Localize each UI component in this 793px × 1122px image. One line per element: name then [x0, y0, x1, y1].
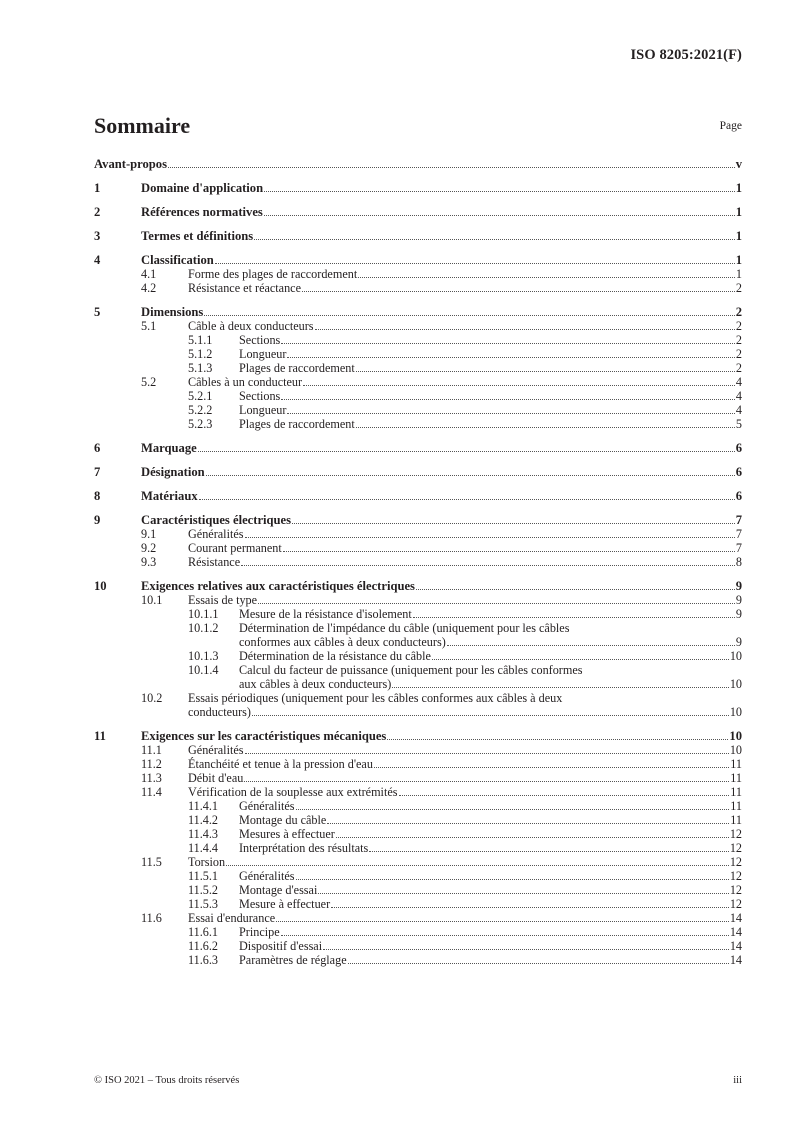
toc-entry-11-1[interactable] — [94, 743, 742, 757]
dot-leader — [276, 921, 729, 922]
toc-entry-9-3[interactable] — [94, 555, 742, 569]
toc-entry-text: Résistance et réactance — [188, 281, 302, 295]
toc-entry-5-2-3[interactable] — [94, 417, 742, 431]
toc-entry-11-4-4[interactable] — [94, 841, 742, 855]
dot-leader — [264, 191, 735, 192]
toc-entry-page: 9 — [735, 593, 742, 607]
toc-entry-11-4[interactable] — [94, 785, 742, 799]
toc-entry-number: 1 — [94, 181, 101, 195]
toc-entry-page: 6 — [735, 465, 742, 479]
toc-entry-text-line1: Essais périodiques (uniquement pour les câbles conformes aux câbles à deux — [188, 691, 563, 705]
toc-entry-text: Plages de raccordement — [239, 361, 355, 375]
toc-entry-text: Exigences sur les caractéristiques mécaniques — [141, 729, 387, 743]
toc-entry-number: 5.1.3 — [188, 361, 213, 375]
toc-entry-number: 7 — [94, 465, 101, 479]
dot-leader — [281, 343, 735, 344]
dot-leader — [258, 603, 735, 604]
toc-entry-page: 7 — [735, 527, 742, 541]
toc-entry-page: 2 — [735, 305, 742, 319]
dot-leader — [241, 565, 735, 566]
dot-leader — [331, 907, 729, 908]
toc-entry-number: 10.2 — [141, 691, 163, 705]
toc-entry-number: 10.1.1 — [188, 607, 219, 621]
toc-entry-10-1-4[interactable] — [94, 663, 742, 691]
toc-entry-text: Débit d'eau — [188, 771, 244, 785]
footer-copyright: © ISO 2021 – Tous droits réservés — [94, 1075, 240, 1086]
toc-entry-11-2[interactable] — [94, 757, 742, 771]
toc-entry-number: 10.1.2 — [188, 621, 219, 635]
toc-entry-number: 11.2 — [141, 757, 162, 771]
dot-leader — [199, 499, 735, 500]
dot-leader — [292, 523, 735, 524]
dot-leader — [416, 589, 735, 590]
dot-leader — [369, 851, 729, 852]
dot-leader — [281, 399, 735, 400]
toc-entry-page: 2 — [735, 333, 742, 347]
toc-entry-page: 14 — [729, 939, 742, 953]
toc-entry-number: 10.1.4 — [188, 663, 219, 677]
toc-entry-8[interactable] — [94, 489, 742, 503]
dot-leader — [283, 551, 735, 552]
toc-entry-5-1[interactable] — [94, 319, 742, 333]
toc-entry-page: 9 — [735, 579, 742, 593]
toc-entry-text: Mesure à effectuer — [239, 897, 331, 911]
toc-entry-9[interactable] — [94, 513, 742, 527]
toc-entry-text: Matériaux — [141, 489, 198, 503]
toc-entry-number: 5.2.3 — [188, 417, 213, 431]
toc-entry-text: Marquage — [141, 441, 197, 455]
toc-entry-text: Généralités — [239, 869, 295, 883]
toc-entry-page: 14 — [729, 953, 742, 967]
toc-entry-number: 11.4.1 — [188, 799, 219, 813]
toc-entry-5-2-1[interactable] — [94, 389, 742, 403]
toc-entry-text: Principe — [239, 925, 280, 939]
toc-entry-page: 12 — [729, 869, 742, 883]
toc-entry-number: 5.2.1 — [188, 389, 213, 403]
toc-entry-11-4-3[interactable] — [94, 827, 742, 841]
toc-entry-number: 9.3 — [141, 555, 157, 569]
toc-entry-7[interactable] — [94, 465, 742, 479]
toc-entry-text: Montage du câble — [239, 813, 327, 827]
dot-leader — [356, 371, 735, 372]
toc-entry-page: 10 — [729, 729, 742, 743]
toc-entry-5[interactable] — [94, 305, 742, 319]
toc-entry-number: 11.6.2 — [188, 939, 219, 953]
dot-leader — [254, 239, 735, 240]
dot-leader — [387, 739, 728, 740]
toc-entry-text: Détermination de la résistance du câble — [239, 649, 431, 663]
toc-entry-page: 12 — [729, 883, 742, 897]
toc-entry-10-2[interactable] — [94, 691, 742, 719]
toc-entry-11-5-2[interactable] — [94, 883, 742, 897]
toc-entry-page: 1 — [735, 229, 742, 243]
toc-entry-avant-propos[interactable] — [94, 157, 742, 171]
toc-entry-page: 7 — [735, 541, 742, 555]
toc-entry-text-line2: conformes aux câbles à deux conducteurs) — [239, 635, 446, 649]
toc-entry-text: Résistance — [188, 555, 241, 569]
dot-leader — [392, 687, 729, 688]
toc-entry-number: 5.1.1 — [188, 333, 213, 347]
dot-leader — [399, 795, 730, 796]
toc-entry-page: 2 — [735, 281, 742, 295]
toc-entry-text: Montage d'essai — [239, 883, 318, 897]
toc-entry-text: Désignation — [141, 465, 205, 479]
dot-leader — [252, 715, 729, 716]
toc-entry-page: 10 — [729, 705, 742, 719]
dot-leader — [245, 537, 735, 538]
toc-entry-page: 9 — [735, 607, 742, 621]
dot-leader — [198, 451, 735, 452]
toc-entry-number: 11.6 — [141, 911, 162, 925]
toc-entry-text: Essais de type — [188, 593, 258, 607]
toc-entry-page: 12 — [729, 841, 742, 855]
dot-leader — [168, 167, 735, 168]
toc-entry-text-line1: Détermination de l'impédance du câble (uniquement pour les câbles — [239, 621, 570, 635]
toc-entry-number: 4.1 — [141, 267, 157, 281]
toc-entry-text-line2: conducteurs) — [188, 705, 251, 719]
toc-entry-10-1-3[interactable] — [94, 649, 742, 663]
toc-entry-page: 7 — [735, 513, 742, 527]
dot-leader — [287, 413, 735, 414]
toc-entry-page: 1 — [735, 205, 742, 219]
dot-leader — [374, 767, 729, 768]
page-column-label: Page — [719, 120, 742, 132]
toc-entry-page: 10 — [729, 677, 742, 691]
toc-entry-page: 11 — [730, 799, 742, 813]
toc-entry-number: 6 — [94, 441, 101, 455]
toc-entry-page: 9 — [735, 635, 742, 649]
toc-entry-text: Longueur — [239, 403, 287, 417]
toc-entry-10-1[interactable] — [94, 593, 742, 607]
toc-entry-text: Mesures à effectuer — [239, 827, 335, 841]
toc-entry-11-5[interactable] — [94, 855, 742, 869]
toc-entry-text: Plages de raccordement — [239, 417, 355, 431]
toc-entry-page: v — [735, 157, 742, 171]
document-reference: ISO 8205:2021(F) — [630, 47, 742, 63]
toc-entry-number: 11.4 — [141, 785, 162, 799]
toc-entry-text: Sections — [239, 333, 281, 347]
dot-leader — [215, 263, 735, 264]
dot-leader — [323, 949, 729, 950]
toc-entry-page: 12 — [729, 855, 742, 869]
toc-entry-text-line2: aux câbles à deux conducteurs) — [239, 677, 392, 691]
toc-entry-number: 8 — [94, 489, 101, 503]
toc-entry-number: 5 — [94, 305, 101, 319]
toc-entry-number: 11.4.4 — [188, 841, 219, 855]
toc-entry-page: 1 — [735, 181, 742, 195]
toc-entry-6[interactable] — [94, 441, 742, 455]
dot-leader — [318, 893, 728, 894]
toc-entry-10-1-2[interactable] — [94, 621, 742, 649]
toc-entry-page: 14 — [729, 925, 742, 939]
toc-entry-number: 11.6.1 — [188, 925, 219, 939]
toc-entry-page: 14 — [729, 911, 742, 925]
toc-entry-number: 9 — [94, 513, 101, 527]
toc-entry-text: Domaine d'application — [141, 181, 264, 195]
page-title: Sommaire — [94, 113, 191, 138]
toc-entry-number: 11.5 — [141, 855, 162, 869]
toc-entry-number: 10.1.3 — [188, 649, 219, 663]
toc-entry-text: Exigences relatives aux caractéristiques électriques — [141, 579, 415, 593]
toc-entry-4[interactable] — [94, 253, 742, 267]
dot-leader — [447, 645, 735, 646]
toc-entry-text: Câbles à un conducteur — [188, 375, 303, 389]
toc-entry-number: 5.1 — [141, 319, 157, 333]
toc-entry-number: 9.2 — [141, 541, 157, 555]
toc-entry-page: 2 — [735, 319, 742, 333]
toc-entry-text-line1: Calcul du facteur de puissance (uniquement pour les câbles conformes — [239, 663, 583, 677]
toc-entry-2[interactable] — [94, 205, 742, 219]
toc-entry-number: 5.2.2 — [188, 403, 213, 417]
dot-leader — [327, 823, 729, 824]
toc-entry-number: 11.5.3 — [188, 897, 219, 911]
toc-entry-5-2[interactable] — [94, 375, 742, 389]
dot-leader — [432, 659, 729, 660]
toc-entry-page: 11 — [730, 785, 742, 799]
toc-entry-11-4-2[interactable] — [94, 813, 742, 827]
dot-leader — [296, 809, 730, 810]
footer-page-number: iii — [733, 1075, 742, 1086]
toc-entry-10-1-1[interactable] — [94, 607, 742, 621]
toc-entry-5-1-2[interactable] — [94, 347, 742, 361]
toc-entry-text: Classification — [141, 253, 214, 267]
toc-entry-text: Paramètres de réglage — [239, 953, 347, 967]
dot-leader — [356, 427, 735, 428]
toc-entry-5-1-3[interactable] — [94, 361, 742, 375]
toc-entry-11-5-1[interactable] — [94, 869, 742, 883]
toc-entry-11-3[interactable] — [94, 771, 742, 785]
toc-entry-text: Câble à deux conducteurs — [188, 319, 314, 333]
toc-entry-page: 2 — [735, 347, 742, 361]
toc-entry-page: 11 — [730, 813, 742, 827]
toc-entry-11-4-1[interactable] — [94, 799, 742, 813]
toc-entry-5-1-1[interactable] — [94, 333, 742, 347]
dot-leader — [281, 935, 729, 936]
toc-entry-page: 5 — [735, 417, 742, 431]
toc-entry-page: 12 — [729, 827, 742, 841]
table-of-contents — [94, 157, 742, 967]
toc-entry-text: Interprétation des résultats — [239, 841, 369, 855]
toc-entry-number: 10.1 — [141, 593, 163, 607]
toc-entry-page: 12 — [729, 897, 742, 911]
toc-entry-page: 10 — [729, 649, 742, 663]
dot-leader — [336, 837, 729, 838]
toc-entry-page: 6 — [735, 441, 742, 455]
toc-entry-1[interactable] — [94, 181, 742, 195]
toc-entry-number: 11.1 — [141, 743, 162, 757]
toc-entry-page: 2 — [735, 361, 742, 375]
dot-leader — [358, 277, 735, 278]
toc-entry-text: Vérification de la souplesse aux extrémités — [188, 785, 398, 799]
dot-leader — [264, 215, 735, 216]
toc-entry-page: 4 — [735, 403, 742, 417]
toc-entry-text: Dispositif d'essai — [239, 939, 323, 953]
toc-entry-page: 11 — [730, 771, 742, 785]
toc-entry-text: Caractéristiques électriques — [141, 513, 292, 527]
dot-leader — [226, 865, 729, 866]
toc-entry-number: 11.5.2 — [188, 883, 219, 897]
toc-entry-number: 11.4.2 — [188, 813, 219, 827]
toc-entry-number: 11.3 — [141, 771, 162, 785]
toc-entry-11-5-3[interactable] — [94, 897, 742, 911]
toc-entry-text: Généralités — [188, 743, 244, 757]
toc-entry-9-1[interactable] — [94, 527, 742, 541]
toc-entry-3[interactable] — [94, 229, 742, 243]
dot-leader — [348, 963, 729, 964]
dot-leader — [413, 617, 735, 618]
dot-leader — [206, 475, 735, 476]
toc-entry-text: Généralités — [188, 527, 244, 541]
toc-entry-number: 4.2 — [141, 281, 157, 295]
toc-entry-page: 6 — [735, 489, 742, 503]
toc-entry-number: 9.1 — [141, 527, 157, 541]
toc-entry-text: Forme des plages de raccordement — [188, 267, 358, 281]
toc-entry-number: 5.1.2 — [188, 347, 213, 361]
toc-entry-number: 3 — [94, 229, 101, 243]
dot-leader — [303, 385, 735, 386]
toc-entry-number: 4 — [94, 253, 101, 267]
toc-entry-4-1[interactable] — [94, 267, 742, 281]
toc-entry-page: 8 — [735, 555, 742, 569]
dot-leader — [296, 879, 729, 880]
toc-entry-text: Sections — [239, 389, 281, 403]
toc-entry-text: Termes et définitions — [141, 229, 254, 243]
toc-entry-page: 4 — [735, 375, 742, 389]
toc-entry-number: 11.4.3 — [188, 827, 219, 841]
toc-entry-text: Courant permanent — [188, 541, 282, 555]
toc-entry-9-2[interactable] — [94, 541, 742, 555]
toc-entry-10[interactable] — [94, 579, 742, 593]
toc-entry-text: Mesure de la résistance d'isolement — [239, 607, 412, 621]
toc-entry-text: Étanchéité et tenue à la pression d'eau — [188, 757, 373, 771]
toc-entry-page: 10 — [729, 743, 742, 757]
toc-entry-4-2[interactable] — [94, 281, 742, 295]
toc-entry-text: Essai d'endurance — [188, 911, 276, 925]
dot-leader — [245, 753, 729, 754]
dot-leader — [244, 781, 729, 782]
toc-entry-page: 1 — [735, 267, 742, 281]
toc-entry-11[interactable] — [94, 729, 742, 743]
toc-entry-number: 11.5.1 — [188, 869, 219, 883]
toc-entry-page: 4 — [735, 389, 742, 403]
toc-entry-number: 5.2 — [141, 375, 157, 389]
toc-entry-text: Longueur — [239, 347, 287, 361]
toc-entry-number: 11 — [94, 729, 106, 743]
toc-entry-text: Généralités — [239, 799, 295, 813]
dot-leader — [315, 329, 735, 330]
toc-entry-11-6[interactable] — [94, 911, 742, 925]
toc-entry-5-2-2[interactable] — [94, 403, 742, 417]
toc-entry-number: 2 — [94, 205, 101, 219]
toc-entry-text: Torsion — [188, 855, 226, 869]
toc-entry-number: 10 — [94, 579, 107, 593]
toc-entry-11-6-1[interactable] — [94, 925, 742, 939]
toc-entry-number: 11.6.3 — [188, 953, 219, 967]
dot-leader — [287, 357, 735, 358]
dot-leader — [302, 291, 735, 292]
toc-entry-11-6-2[interactable] — [94, 939, 742, 953]
toc-entry-page: 11 — [730, 757, 742, 771]
toc-entry-11-6-3[interactable] — [94, 953, 742, 967]
toc-entry-text: Références normatives — [141, 205, 263, 219]
toc-entry-page: 1 — [735, 253, 742, 267]
toc-entry-text: Dimensions — [141, 305, 204, 319]
dot-leader — [204, 315, 734, 316]
toc-entry-text: Avant-propos — [94, 157, 168, 171]
